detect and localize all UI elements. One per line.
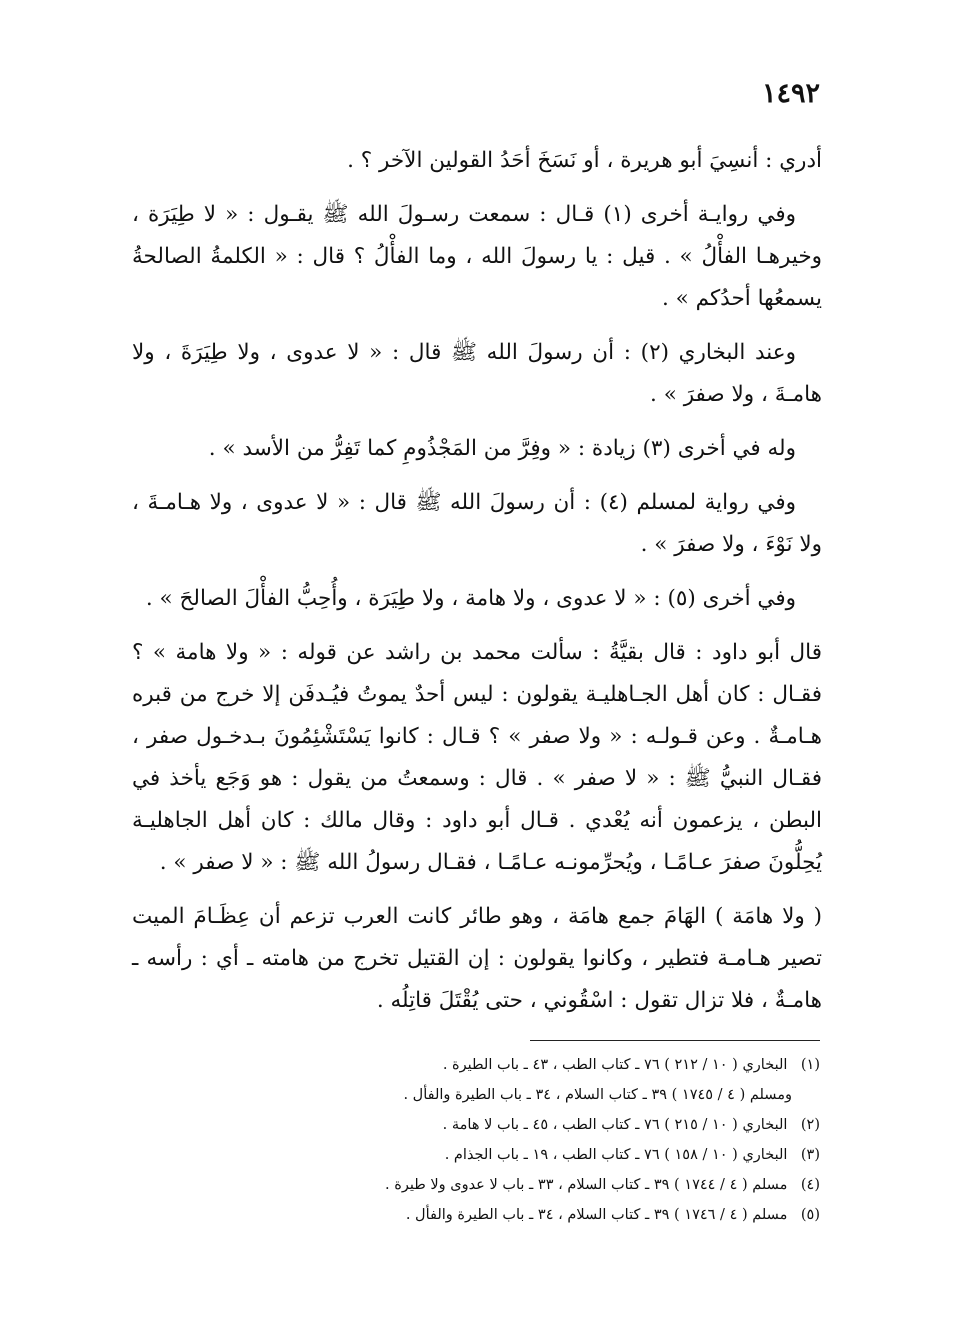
footnote-4 <box>260 1170 820 1200</box>
footnote-number: (٥) <box>800 1207 820 1223</box>
footnote-number: (٢) <box>800 1117 820 1133</box>
footnote-1-continued <box>260 1080 820 1110</box>
footnote-3 <box>260 1140 820 1170</box>
footnote-text: البخاري ( ١٠ / ٢١٥ ) ٧٦ ـ كتاب الطب ، ٤٥ ـ باب لا هامة . <box>442 1117 788 1133</box>
footnote-number: (٣) <box>800 1147 820 1163</box>
footnote-5 <box>260 1200 820 1230</box>
paragraph-1: أدري : أنسِيَ أبو هريرة ، أو نَسَخَ أحَدُ القولين الآخر ؟ . <box>347 148 822 173</box>
paragraph-6: وفي أخرى (٥) : « لا عدوى ، ولا هامة ، ولا طِيَرَة ، وأُحِبُّ الفأْلَ الصالحَ » . <box>145 586 796 611</box>
paragraph-5: وفي رواية لمسلم (٤) : أن رسولَ الله ﷺ قال : « لا عدوى ، ولا هـامـةَ ، ولا نَوْءَ ، ولا صفرَ » . <box>132 490 822 557</box>
footnote-text: ومسلم ( ٤ / ١٧٤٥ ) ٣٩ ـ كتاب السلام ، ٣٤ ـ باب الطيرة والفأل . <box>403 1087 792 1103</box>
footnote-1 <box>260 1050 820 1080</box>
footnote-text: مسلم ( ٤ / ١٧٤٦ ) ٣٩ ـ كتاب السلام ، ٣٤ ـ باب الطيرة والفأل . <box>405 1207 788 1223</box>
paragraph-3: وعند البخاري (٢) : أن رسولَ الله ﷺ قال : « لا عدوى ، ولا طِيَرَةَ ، ولا هامـةَ ، ولا صفرَ » . <box>132 340 822 407</box>
footnote-number: (٤) <box>800 1177 820 1193</box>
footnote-number: (١) <box>800 1057 820 1073</box>
footnote-text: مسلم ( ٤ / ١٧٤٤ ) ٣٩ ـ كتاب السلام ، ٣٣ ـ باب لا عدوى ولا طيرة . <box>385 1177 788 1193</box>
paragraph-4: وله في أخرى (٣) زيادة : « وفِرَّ من المَجْذُومِ كما تَفِرُّ من الأسد » . <box>208 436 796 461</box>
paragraph-8: ( ولا هامَة ) الهَامَ جمع هامَة ، وهو طائر كانت العرب تزعم أن عِظَـامَ الميت تصير هـامـة فتطير ، وكانوا يقولون : إن القتيل تخرج من هامته ـ أي : رأسه ـ هامـةٌ ، فلا تزال تقول : اسْقُوني ، حتى يُقْتَلَ قاتِلُه . <box>132 904 822 1013</box>
footnote-2 <box>260 1110 820 1140</box>
paragraph-7: قال أبو داود : قال بقيَّةُ : سألت محمد بن راشد عن قوله : « ولا هامة » ؟ فقـال : كان أهل الجـاهليـة يقولون : ليس أحدٌ يموتُ فيُـدفَن إلا خرج من قبره هـامـةٌ . وعن قـولـه : « ولا صفر » ؟ قـال : كانوا يَسْتَشْئِمُونَ بـدخـول صفر ، فقـال النبيُّ ﷺ : « لا صفر » . قال : وسمعتُ من يقول : هو وَجَع يأخذ في البطن ، يزعمون أنه يُعْدي . قـال أبو داود : وقال مالك : كان أهل الجاهليـة يُحِلُّونَ صفرَ عـامًـا ، ويُحرِّمونـه عـامًـا ، فقـال رسولُ الله ﷺ : « لا صفر » . <box>132 640 822 875</box>
footnotes <box>260 1050 820 1230</box>
footnote-separator <box>530 1040 820 1041</box>
page-number: ١٤٩٢ <box>761 78 820 109</box>
footnote-text: البخاري ( ١٠ / ٢١٢ ) ٧٦ ـ كتاب الطب ، ٤٣ ـ باب الطيرة . <box>442 1057 788 1073</box>
main-text <box>132 140 822 1034</box>
footnote-text: البخاري ( ١٠ / ١٥٨ ) ٧٦ ـ كتاب الطب ، ١٩ ـ باب الجذام . <box>444 1147 788 1163</box>
paragraph-2: وفي روايـة أخرى (١) قـال : سمعت رسـولَ الله ﷺ يقـول : « لا طِيَرَة ، وخيرهـا الفأْلُ » . قيل : يا رسولَ الله ، وما الفأْلُ ؟ قال : « الكلمةُ الصالحةُ يسمعُها أحدُكم » . <box>132 202 822 311</box>
